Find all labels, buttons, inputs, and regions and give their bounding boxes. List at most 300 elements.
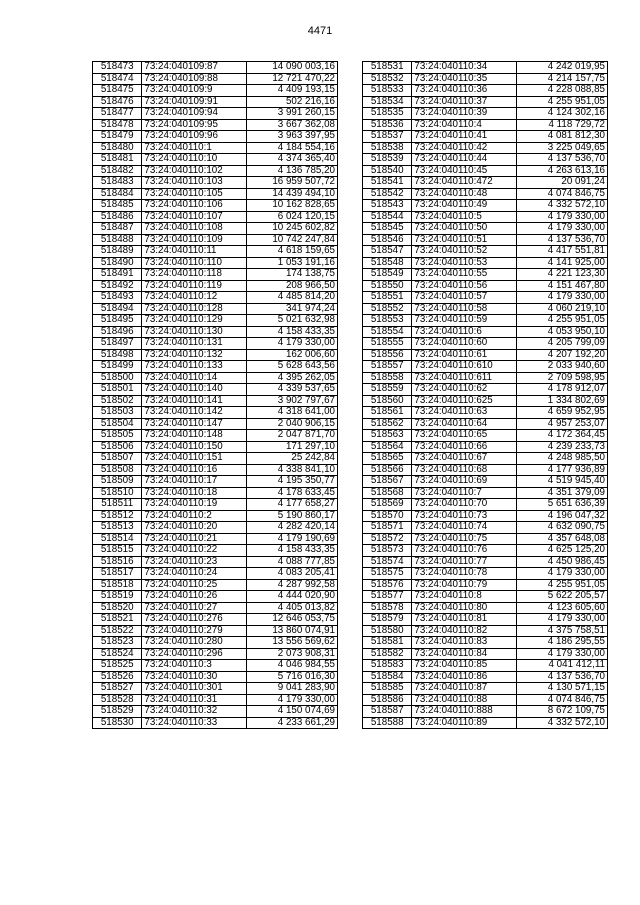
row-number-cell: 518478	[93, 119, 142, 131]
table-row	[363, 694, 608, 706]
cadastral-number-cell: 73:24:040110:68	[412, 464, 517, 476]
row-number-cell: 518494	[93, 303, 142, 315]
value-cell: 4 074 846,75	[517, 694, 608, 706]
cadastral-number-cell: 73:24:040110:17	[142, 476, 247, 488]
cadastral-number-cell: 73:24:040110:10	[142, 154, 247, 166]
table-row	[93, 326, 338, 338]
cadastral-number-cell: 73:24:040110:61	[412, 349, 517, 361]
value-cell: 4 177 658,27	[247, 499, 338, 511]
table-row	[363, 62, 608, 74]
table-row	[93, 453, 338, 465]
row-number-cell: 518481	[93, 154, 142, 166]
value-cell: 4 632 090,75	[517, 522, 608, 534]
value-cell: 4 158 433,35	[247, 326, 338, 338]
table-row	[363, 108, 608, 120]
table-row	[363, 510, 608, 522]
table-row	[93, 177, 338, 189]
row-number-cell: 518477	[93, 108, 142, 120]
table-row	[363, 177, 608, 189]
table-row	[93, 165, 338, 177]
table-row	[363, 522, 608, 534]
row-number-cell: 518506	[93, 441, 142, 453]
cadastral-number-cell: 73:24:040110:132	[142, 349, 247, 361]
table-row	[363, 200, 608, 212]
value-cell: 4 179 330,00	[517, 211, 608, 223]
table-row	[93, 591, 338, 603]
table-row	[93, 602, 338, 614]
cadastral-number-cell: 73:24:040110:109	[142, 234, 247, 246]
table-row	[363, 142, 608, 154]
cadastral-number-cell: 73:24:040110:57	[412, 292, 517, 304]
table-row	[363, 671, 608, 683]
value-cell: 3 902 797,67	[247, 395, 338, 407]
value-cell: 10 245 602,82	[247, 223, 338, 235]
row-number-cell: 518495	[93, 315, 142, 327]
row-number-cell: 518517	[93, 568, 142, 580]
row-number-cell: 518552	[363, 303, 412, 315]
value-cell: 4 618 159,65	[247, 246, 338, 258]
row-number-cell: 518490	[93, 257, 142, 269]
row-number-cell: 518534	[363, 96, 412, 108]
cadastral-number-cell: 73:24:040110:75	[412, 533, 517, 545]
value-cell: 4 141 925,00	[517, 257, 608, 269]
value-cell: 4 178 633,45	[247, 487, 338, 499]
value-cell: 4 074 846,75	[517, 188, 608, 200]
value-cell: 4 239 233,73	[517, 441, 608, 453]
row-number-cell: 518504	[93, 418, 142, 430]
value-cell: 4 179 330,00	[247, 338, 338, 350]
value-cell: 4 137 536,70	[517, 154, 608, 166]
row-number-cell: 518559	[363, 384, 412, 396]
row-number-cell: 518475	[93, 85, 142, 97]
cadastral-number-cell: 73:24:040110:63	[412, 407, 517, 419]
value-cell: 4 228 088,85	[517, 85, 608, 97]
cadastral-table-right	[362, 61, 608, 729]
row-number-cell: 518479	[93, 131, 142, 143]
row-number-cell: 518550	[363, 280, 412, 292]
row-number-cell: 518576	[363, 579, 412, 591]
table-row	[93, 142, 338, 154]
cadastral-number-cell: 73:24:040110:82	[412, 625, 517, 637]
cadastral-number-cell: 73:24:040110:280	[142, 637, 247, 649]
cadastral-number-cell: 73:24:040110:147	[142, 418, 247, 430]
row-number-cell: 518565	[363, 453, 412, 465]
value-cell: 4 177 936,89	[517, 464, 608, 476]
value-cell: 4 242 019,95	[517, 62, 608, 74]
cadastral-number-cell: 73:24:040110:129	[142, 315, 247, 327]
table-row	[93, 660, 338, 672]
row-number-cell: 518579	[363, 614, 412, 626]
value-cell: 12 646 053,75	[247, 614, 338, 626]
table-row	[363, 418, 608, 430]
row-number-cell: 518526	[93, 671, 142, 683]
row-number-cell: 518545	[363, 223, 412, 235]
table-row	[93, 683, 338, 695]
row-number-cell: 518524	[93, 648, 142, 660]
row-number-cell: 518553	[363, 315, 412, 327]
cadastral-number-cell: 73:24:040110:85	[412, 660, 517, 672]
table-row	[363, 280, 608, 292]
table-row	[93, 407, 338, 419]
row-number-cell: 518531	[363, 62, 412, 74]
cadastral-number-cell: 73:24:040110:86	[412, 671, 517, 683]
row-number-cell: 518585	[363, 683, 412, 695]
cadastral-number-cell: 73:24:040109:91	[142, 96, 247, 108]
cadastral-number-cell: 73:24:040110:107	[142, 211, 247, 223]
table-row	[363, 717, 608, 729]
value-cell: 3 667 362,08	[247, 119, 338, 131]
cadastral-number-cell: 73:24:040110:19	[142, 499, 247, 511]
row-number-cell: 518572	[363, 533, 412, 545]
row-number-cell: 518560	[363, 395, 412, 407]
row-number-cell: 518518	[93, 579, 142, 591]
row-number-cell: 518570	[363, 510, 412, 522]
table-row	[363, 464, 608, 476]
value-cell: 4 118 729,72	[517, 119, 608, 131]
value-cell: 10 162 828,65	[247, 200, 338, 212]
cadastral-number-cell: 73:24:040110:20	[142, 522, 247, 534]
row-number-cell: 518538	[363, 142, 412, 154]
cadastral-number-cell: 73:24:040110:148	[142, 430, 247, 442]
table-row	[93, 338, 338, 350]
value-cell: 2 047 871,70	[247, 430, 338, 442]
cadastral-number-cell: 73:24:040110:11	[142, 246, 247, 258]
table-row	[93, 280, 338, 292]
cadastral-number-cell: 73:24:040110:70	[412, 499, 517, 511]
row-number-cell: 518574	[363, 556, 412, 568]
cadastral-number-cell: 73:24:040110:48	[412, 188, 517, 200]
cadastral-number-cell: 73:24:040110:472	[412, 177, 517, 189]
cadastral-number-cell: 73:24:040110:55	[412, 269, 517, 281]
row-number-cell: 518578	[363, 602, 412, 614]
value-cell: 13 556 569,62	[247, 637, 338, 649]
row-number-cell: 518533	[363, 85, 412, 97]
value-cell: 4 060 219,10	[517, 303, 608, 315]
value-cell: 4 081 812,30	[517, 131, 608, 143]
value-cell: 14 090 003,16	[247, 62, 338, 74]
row-number-cell: 518484	[93, 188, 142, 200]
table-row	[93, 637, 338, 649]
cadastral-number-cell: 73:24:040110:611	[412, 372, 517, 384]
cadastral-number-cell: 73:24:040110:625	[412, 395, 517, 407]
cadastral-number-cell: 73:24:040110:53	[412, 257, 517, 269]
cadastral-number-cell: 73:24:040110:5	[412, 211, 517, 223]
cadastral-number-cell: 73:24:040110:118	[142, 269, 247, 281]
value-cell: 4 221 123,30	[517, 269, 608, 281]
row-number-cell: 518519	[93, 591, 142, 603]
value-cell: 4 046 984,55	[247, 660, 338, 672]
table-row	[93, 361, 338, 373]
row-number-cell: 518551	[363, 292, 412, 304]
row-number-cell: 518502	[93, 395, 142, 407]
cadastral-number-cell: 73:24:040110:276	[142, 614, 247, 626]
cadastral-number-cell: 73:24:040110:36	[412, 85, 517, 97]
cadastral-number-cell: 73:24:040110:50	[412, 223, 517, 235]
value-cell: 25 242,84	[247, 453, 338, 465]
cadastral-number-cell: 73:24:040110:18	[142, 487, 247, 499]
value-cell: 4 195 350,77	[247, 476, 338, 488]
value-cell: 4 179 330,00	[517, 648, 608, 660]
cadastral-number-cell: 73:24:040110:105	[142, 188, 247, 200]
cadastral-number-cell: 73:24:040110:7	[412, 487, 517, 499]
row-number-cell: 518587	[363, 706, 412, 718]
cadastral-number-cell: 73:24:040110:103	[142, 177, 247, 189]
cadastral-number-cell: 73:24:040110:77	[412, 556, 517, 568]
value-cell: 4 083 205,41	[247, 568, 338, 580]
cadastral-number-cell: 73:24:040110:6	[412, 326, 517, 338]
table-row	[93, 292, 338, 304]
cadastral-number-cell: 73:24:040110:296	[142, 648, 247, 660]
value-cell: 4 248 985,50	[517, 453, 608, 465]
table-row	[93, 464, 338, 476]
table-row	[93, 487, 338, 499]
value-cell: 5 021 632,98	[247, 315, 338, 327]
table-row	[363, 257, 608, 269]
cadastral-number-cell: 73:24:040110:49	[412, 200, 517, 212]
table-row	[363, 73, 608, 85]
cadastral-number-cell: 73:24:040110:4	[412, 119, 517, 131]
cadastral-number-cell: 73:24:040110:56	[412, 280, 517, 292]
value-cell: 5 622 205,57	[517, 591, 608, 603]
cadastral-number-cell: 73:24:040110:131	[142, 338, 247, 350]
table-row	[363, 292, 608, 304]
table-row	[363, 614, 608, 626]
table-row	[363, 384, 608, 396]
cadastral-number-cell: 73:24:040110:3	[142, 660, 247, 672]
value-cell: 4 255 951,05	[517, 579, 608, 591]
cadastral-number-cell: 73:24:040110:151	[142, 453, 247, 465]
value-cell: 4 659 952,95	[517, 407, 608, 419]
row-number-cell: 518537	[363, 131, 412, 143]
row-number-cell: 518573	[363, 545, 412, 557]
value-cell: 8 672 109,75	[517, 706, 608, 718]
row-number-cell: 518499	[93, 361, 142, 373]
row-number-cell: 518563	[363, 430, 412, 442]
table-row	[363, 154, 608, 166]
row-number-cell: 518510	[93, 487, 142, 499]
table-row	[93, 85, 338, 97]
value-cell: 9 041 283,90	[247, 683, 338, 695]
value-cell: 4 405 013,82	[247, 602, 338, 614]
value-cell: 4 184 554,16	[247, 142, 338, 154]
value-cell: 5 190 860,17	[247, 510, 338, 522]
row-number-cell: 518485	[93, 200, 142, 212]
table-row	[93, 441, 338, 453]
value-cell: 4 196 047,32	[517, 510, 608, 522]
table-row	[93, 545, 338, 557]
cadastral-number-cell: 73:24:040110:30	[142, 671, 247, 683]
table-row	[363, 315, 608, 327]
table-row	[93, 625, 338, 637]
row-number-cell: 518540	[363, 165, 412, 177]
row-number-cell: 518532	[363, 73, 412, 85]
row-number-cell: 518539	[363, 154, 412, 166]
value-cell: 4 351 379,09	[517, 487, 608, 499]
table-row	[93, 246, 338, 258]
cadastral-number-cell: 73:24:040110:12	[142, 292, 247, 304]
value-cell: 4 395 262,05	[247, 372, 338, 384]
table-row	[93, 131, 338, 143]
value-cell: 5 651 636,39	[517, 499, 608, 511]
cadastral-number-cell: 73:24:040110:73	[412, 510, 517, 522]
table-row	[363, 487, 608, 499]
row-number-cell: 518486	[93, 211, 142, 223]
row-number-cell: 518575	[363, 568, 412, 580]
row-number-cell: 518492	[93, 280, 142, 292]
cadastral-number-cell: 73:24:040110:16	[142, 464, 247, 476]
row-number-cell: 518505	[93, 430, 142, 442]
row-number-cell: 518491	[93, 269, 142, 281]
table-row	[363, 591, 608, 603]
value-cell: 4 450 986,45	[517, 556, 608, 568]
table-row	[93, 188, 338, 200]
row-number-cell: 518556	[363, 349, 412, 361]
row-number-cell: 518557	[363, 361, 412, 373]
page-number: 4471	[307, 25, 333, 37]
value-cell: 4 178 912,07	[517, 384, 608, 396]
table-row	[363, 85, 608, 97]
row-number-cell: 518571	[363, 522, 412, 534]
cadastral-number-cell: 73:24:040110:27	[142, 602, 247, 614]
value-cell: 4 207 192,20	[517, 349, 608, 361]
row-number-cell: 518511	[93, 499, 142, 511]
table-row	[363, 683, 608, 695]
cadastral-number-cell: 73:24:040110:69	[412, 476, 517, 488]
value-cell: 6 024 120,15	[247, 211, 338, 223]
table-row	[93, 349, 338, 361]
cadastral-number-cell: 73:24:040110:79	[412, 579, 517, 591]
row-number-cell: 518507	[93, 453, 142, 465]
table-row	[93, 119, 338, 131]
table-row	[363, 625, 608, 637]
table-row	[363, 165, 608, 177]
cadastral-number-cell: 73:24:040110:44	[412, 154, 517, 166]
row-number-cell: 518513	[93, 522, 142, 534]
value-cell: 4 375 758,51	[517, 625, 608, 637]
cadastral-number-cell: 73:24:040110:26	[142, 591, 247, 603]
row-number-cell: 518487	[93, 223, 142, 235]
cadastral-number-cell: 73:24:040109:94	[142, 108, 247, 120]
table-row	[363, 96, 608, 108]
table-row	[93, 315, 338, 327]
table-row	[363, 211, 608, 223]
row-number-cell: 518555	[363, 338, 412, 350]
value-cell: 4 041 412,11	[517, 660, 608, 672]
value-cell: 4 123 605,60	[517, 602, 608, 614]
row-number-cell: 518500	[93, 372, 142, 384]
value-cell: 4 255 951,05	[517, 315, 608, 327]
cadastral-number-cell: 73:24:040110:14	[142, 372, 247, 384]
value-cell: 4 151 467,80	[517, 280, 608, 292]
row-number-cell: 518584	[363, 671, 412, 683]
table-row	[363, 234, 608, 246]
cadastral-number-cell: 73:24:040110:24	[142, 568, 247, 580]
cadastral-number-cell: 73:24:040110:74	[412, 522, 517, 534]
cadastral-number-cell: 73:24:040110:119	[142, 280, 247, 292]
cadastral-number-cell: 73:24:040110:52	[412, 246, 517, 258]
row-number-cell: 518522	[93, 625, 142, 637]
value-cell: 4 053 950,10	[517, 326, 608, 338]
cadastral-number-cell: 73:24:040109:9	[142, 85, 247, 97]
value-cell: 4 287 992,58	[247, 579, 338, 591]
row-number-cell: 518529	[93, 706, 142, 718]
cadastral-number-cell: 73:24:040110:34	[412, 62, 517, 74]
row-number-cell: 518554	[363, 326, 412, 338]
cadastral-number-cell: 73:24:040110:102	[142, 165, 247, 177]
cadastral-number-cell: 73:24:040110:32	[142, 706, 247, 718]
cadastral-number-cell: 73:24:040110:279	[142, 625, 247, 637]
value-cell: 4 957 253,07	[517, 418, 608, 430]
row-number-cell: 518546	[363, 234, 412, 246]
table-row	[363, 361, 608, 373]
table-row	[363, 188, 608, 200]
cadastral-number-cell: 73:24:040110:141	[142, 395, 247, 407]
table-row	[93, 73, 338, 85]
cadastral-number-cell: 73:24:040110:58	[412, 303, 517, 315]
table-row	[93, 706, 338, 718]
table-row	[93, 211, 338, 223]
table-row	[93, 556, 338, 568]
value-cell: 4 137 536,70	[517, 671, 608, 683]
table-row	[93, 154, 338, 166]
row-number-cell: 518544	[363, 211, 412, 223]
row-number-cell: 518512	[93, 510, 142, 522]
value-cell: 4 233 661,29	[247, 717, 338, 729]
row-number-cell: 518541	[363, 177, 412, 189]
value-cell: 5 716 016,30	[247, 671, 338, 683]
row-number-cell: 518547	[363, 246, 412, 258]
row-number-cell: 518493	[93, 292, 142, 304]
row-number-cell: 518549	[363, 269, 412, 281]
value-cell: 5 628 643,56	[247, 361, 338, 373]
cadastral-number-cell: 73:24:040110:22	[142, 545, 247, 557]
value-cell: 4 374 365,40	[247, 154, 338, 166]
row-number-cell: 518564	[363, 441, 412, 453]
table-row	[363, 602, 608, 614]
row-number-cell: 518473	[93, 62, 142, 74]
value-cell: 4 137 536,70	[517, 234, 608, 246]
cadastral-number-cell: 73:24:040110:42	[412, 142, 517, 154]
table-row	[363, 430, 608, 442]
table-row	[93, 510, 338, 522]
cadastral-number-cell: 73:24:040110:35	[412, 73, 517, 85]
value-cell: 4 485 814,20	[247, 292, 338, 304]
cadastral-number-cell: 73:24:040110:110	[142, 257, 247, 269]
table-row	[363, 648, 608, 660]
row-number-cell: 518580	[363, 625, 412, 637]
row-number-cell: 518489	[93, 246, 142, 258]
table-row	[93, 418, 338, 430]
value-cell: 4 282 420,14	[247, 522, 338, 534]
value-cell: 4 263 613,16	[517, 165, 608, 177]
value-cell: 2 040 906,15	[247, 418, 338, 430]
value-cell: 2 073 908,31	[247, 648, 338, 660]
value-cell: 4 519 945,40	[517, 476, 608, 488]
table-row	[363, 246, 608, 258]
table-row	[93, 108, 338, 120]
value-cell: 4 444 020,90	[247, 591, 338, 603]
cadastral-number-cell: 73:24:040110:888	[412, 706, 517, 718]
table-row	[363, 303, 608, 315]
cadastral-number-cell: 73:24:040110:78	[412, 568, 517, 580]
table-row	[93, 372, 338, 384]
table-row	[93, 223, 338, 235]
value-cell: 4 088 777,85	[247, 556, 338, 568]
row-number-cell: 518548	[363, 257, 412, 269]
row-number-cell: 518566	[363, 464, 412, 476]
row-number-cell: 518535	[363, 108, 412, 120]
table-row	[93, 257, 338, 269]
